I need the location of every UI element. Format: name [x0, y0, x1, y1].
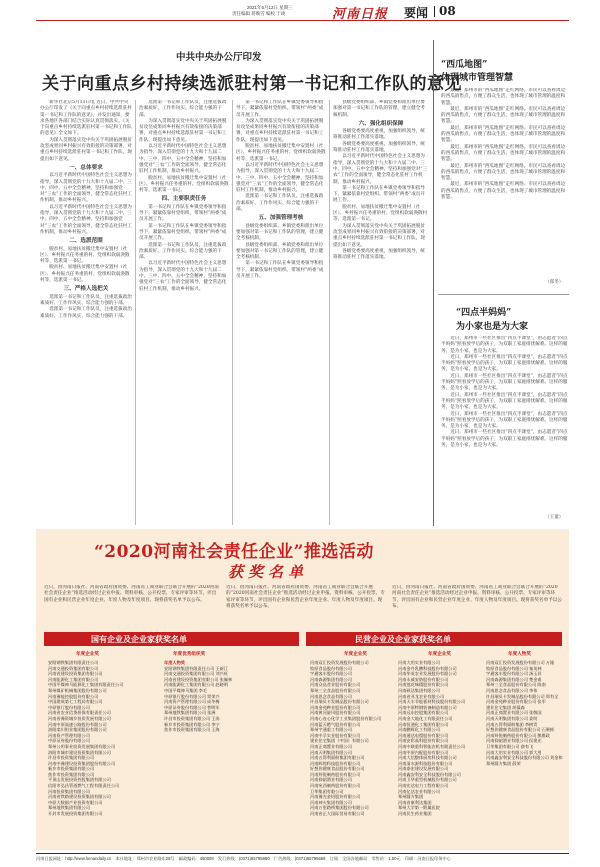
- private-company-item: 河南卫华重型机械股份有限公司: [398, 777, 457, 783]
- private-company-item: 河南宛西制药股份有限公司: [310, 783, 361, 789]
- masthead-date: 2021年5月12日 星期三: [247, 5, 293, 10]
- article-para: 为深入贯彻落实党中央关于巩固拓展脱贫攻坚成果同乡村振兴有效衔接的决策部署，对重点乡村持续选派驻村第一书记和工作队，现提出如下意见。: [236, 118, 324, 143]
- masthead-rule: [36, 20, 569, 21]
- article-para: 县级党委组织部、乡镇党委和派出单位要加强对第一书记和工作队的管理，建立健全考核机制。: [236, 242, 324, 261]
- column-divider: [135, 100, 136, 525]
- state-company-item: 河南豫能控股股份有限公司: [48, 693, 99, 699]
- article-para: 为深入贯彻落实党中央关于巩固拓展脱贫攻坚成果同乡村振兴有效衔接的决策部署，对重点乡村持续选派驻村第一书记和工作队，现提出如下意见。: [333, 223, 425, 248]
- sidebar-subtitle-2: 为小家也是为大家: [456, 322, 529, 332]
- private-person-item: 河南大用实业有限公司 郭大用: [486, 749, 542, 755]
- private-company-item: 河南森源集团有限公司: [310, 676, 352, 682]
- state-company-item: 洛阳栾川钼业集团股份有限公司: [48, 727, 107, 733]
- footer-text: 河南日报网址：http://www.henandaily.cn 本社地址：郑州市农业路东28号 邮政编码：450008 发行热线：(0371)65795950 广告热线：(0371)65796666 订阅：全国各地邮局 零售价：1.50元 印刷：河南日报印务中心: [36, 856, 451, 861]
- sidebar-para: 近日，郑州市一些社区推出“四点半课堂”，由志愿者“四点半妈妈”照看放学后的孩子，为双职工家庭排忧解难。这样的服务，是为小家，也是为大家。: [441, 430, 568, 449]
- sidebar-para: 最近，郑州市的“西瓜地图”走红网络。市民可以查看周边的西瓜销售点，方便了群众生活，也体现了城市管理的温度和智慧。: [441, 88, 566, 106]
- state-person-item: 河南能源化工集团有限公司 赵晓明: [164, 682, 228, 688]
- sidebar-body-1: [441, 88, 569, 274]
- section-title: 要闻: [404, 6, 429, 20]
- banner-intro-2: 近日，由河南日报社、河南省政府国资委、河南省工商业联合会联合开展的“2020河南社会责任企业”推选活动经过企业申报、资料审核、公开投票、专家评审等环节，评出国有企业和民营企业年度企业、年度人物及年度项目。现将获奖名单予以公布。: [226, 585, 385, 609]
- sidebar-byline-2: （王童）: [545, 515, 564, 520]
- private-company-item: 河南五得利面粉集团有限公司: [310, 755, 365, 761]
- page-number: 08: [439, 4, 456, 18]
- article-para: 为深入贯彻落实党中央关于巩固拓展脱贫攻坚成果同乡村振兴有效衔接的决策部署，对重点乡村持续选派驻村第一书记和工作队，现提出如下意见。: [139, 118, 227, 143]
- column-divider: [232, 100, 233, 525]
- sidebar-rule: [438, 294, 569, 295]
- private-company-item: 河南众品食业股份有限公司: [310, 682, 361, 688]
- section-heading: 一、总体要求: [69, 164, 103, 171]
- article-para: 选派第一书记和工作队员，注重选拔政治素质好、工作作风实、综合能力强的干部。: [139, 100, 227, 118]
- state-company-item: 河南省铁路建设投资集团有限公司: [48, 794, 111, 800]
- private-company-item: 卫华集团有限公司: [310, 788, 344, 794]
- private-company-item: 河南黄河旋风股份有限公司: [310, 710, 361, 716]
- section-heading: 四、主要职责任务: [161, 196, 207, 203]
- article-para: 以习近平新时代中国特色社会主义思想为指导，深入贯彻党的十九大和十九届二中、三中、四中、五中全会精神，坚持和加强党对“三农”工作的全面领导，健全常态化驻村工作机制，推动乡村振兴。: [333, 154, 428, 185]
- article-column-3: [236, 100, 326, 525]
- state-company-item: 中原银行股份有限公司: [48, 704, 90, 710]
- private-company-item: 河南鹏辉化工有限公司: [398, 727, 440, 733]
- article-para: 脱贫村、易地扶贫搬迁集中安置村（社区）、乡村振兴任务重的村、党组织软弱涣散村等，选派第一书记。: [236, 144, 326, 162]
- state-person-item: 河南交通投资集团有限公司 刘兴旺: [164, 671, 228, 677]
- private-company-item: 河南大信整体厨房科技有限公司: [398, 755, 457, 761]
- state-company-item: 平顶山发展投资控股集团有限公司: [48, 777, 111, 783]
- article-para: 以习近平新时代中国特色社会主义思想为指导，深入贯彻党的十九大和十九届二中、三中、四中、五中全会精神，坚持和加强党对“三农”工作的全面领导，健全常态化驻村工作机制，推动乡村振兴。: [40, 204, 132, 235]
- state-people-list: [164, 660, 298, 846]
- article-para: 各级党委要高度重视，加强组织领导，统筹推动驻村工作落实落地。: [333, 141, 425, 154]
- article-para: 第一书记和工作队在乡镇党委领导和指导下，紧紧依靠村党组织、带领村“两委”成员开展工作。: [139, 223, 227, 242]
- article-para: 以习近平新时代中国特色社会主义思想为指导，深入贯彻党的十九大和十九届二中、三中、四中、五中全会精神，坚持和加强党对“三农”工作的全面领导，健全常态化驻村工作机制，推动乡村振兴。: [139, 261, 227, 292]
- private-company-item: 河南安彩高科股份有限公司: [398, 738, 449, 744]
- article-para: 脱贫村、易地扶贫搬迁集中安置村（社区）、乡村振兴任务重的村、党组织软弱涣散村等，选派第一书记。: [139, 175, 229, 194]
- private-company-item: 郑州三全食品股份有限公司: [310, 687, 361, 693]
- article-para: 第一书记和工作队在乡镇党委领导和指导下，紧紧依靠村党组织、带领村“两委”成员开展工作。: [236, 261, 324, 280]
- private-company-item: 河南清水源科技股份有限公司: [398, 760, 453, 766]
- private-company-item: 河南万里路桥集团股份有限公司: [310, 805, 369, 811]
- state-company-item: 信阳市弘昌管道燃气工程有限责任公司: [48, 783, 120, 789]
- private-person-item: 河南金苑种业股份有限公司 张军: [486, 699, 546, 705]
- state-company-item: 河南中豫建设投资集团股份有限公司: [48, 760, 116, 766]
- private-company-item: 河南宏达电力工程有限公司: [398, 783, 449, 789]
- banner-subtitle: 获奖名单: [228, 563, 309, 581]
- article-para: 脱贫村、易地扶贫搬迁集中安置村（社区）、乡村振兴任务重的村、党组织软弱涣散村等，选派第一书记。: [333, 204, 428, 223]
- private-company-item: 河南中原特钢装备制造有限公司: [398, 704, 457, 710]
- article-para: 第一书记和工作队在乡镇党委领导和指导下，紧紧依靠村党组织、带领村“两委”成员开展工作。: [139, 204, 227, 223]
- private-company-item: 河南硕达集团有限公司: [398, 687, 440, 693]
- sidebar-para: 最近，郑州市的“西瓜地图”走红网络。市民可以查看周边的西瓜销售点，方便了群众生活，也体现了城市管理的温度和智慧。: [441, 163, 566, 182]
- sidebar-para: 最近，郑州市的“西瓜地图”走红网络。市民可以查看周边的西瓜销售点，方便了群众生活，也体现了城市管理的温度和智慧。: [441, 144, 566, 163]
- private-heading: 民营企业及企业家获奖名单: [355, 634, 451, 644]
- private-company-item: 宇通客车股份有限公司: [310, 671, 352, 677]
- private-person-item: 郑州圆方集团 薛荣: [486, 760, 521, 766]
- article-para: 以习近平新时代中国特色社会主义思想为指导，深入贯彻党的十九大和十九届二中、三中、四中、五中全会精神，坚持和加强党对“三农”工作的全面领导，健全常态化驻村工作机制，推动乡村振兴。: [236, 162, 324, 194]
- private-company-item: 河南天丰节能板材科技股份有限公司: [398, 699, 466, 705]
- state-heading: 国有企业及企业家获奖名单: [91, 634, 187, 644]
- private-company-item: 河南泰宏建设发展有限公司: [398, 766, 449, 772]
- sidebar-para: 最近，郑州市的“西瓜地图”走红网络。市民可以查看周边的西瓜销售点，方便了群众生活，也体现了城市管理的温度和智慧。: [441, 106, 566, 125]
- article-para: 第一书记和工作队在乡镇党委领导和指导下，紧紧依靠村党组织、带领村“两委”成员开展工作。: [236, 100, 324, 118]
- private-company-item: 河南中孚实业股份有限公司: [310, 732, 361, 738]
- col-header-private-people: 年度人物奖: [508, 651, 531, 656]
- private-person-item: 河南天明集团有限公司 姜明: [486, 715, 538, 721]
- article-kicker: 中共中央办公厅印发: [176, 52, 262, 63]
- private-company-item: 河南思念食品有限公司: [310, 693, 352, 699]
- article-para: 以习近平新时代中国特色社会主义思想为指导，深入贯彻党的十九大和十九届二中、三中、四中、五中全会精神，坚持和加强党对“三农”工作的全面领导，健全常态化驻村工作机制，推动乡村振兴。: [40, 173, 132, 204]
- state-person-item: 中国平煤神马集团 李毛: [164, 687, 208, 693]
- article-para: 选派第一书记和工作队员，注重选拔政治素质好、工作作风实、综合能力强的干部。: [40, 307, 132, 319]
- state-company-item: 洛阳市城市建设投资集团有限公司: [48, 749, 111, 755]
- private-person-item: 河南双汇投资发展股份有限公司 万隆: [486, 660, 555, 665]
- state-companies-list: [48, 660, 158, 846]
- private-company-item: 河南民生药业集团: [398, 811, 432, 817]
- state-person-item: 河南省建设投资集团有限公司 张佩林: [164, 676, 233, 682]
- private-company-item: 河南双汇投资发展股份有限公司: [310, 660, 369, 665]
- state-company-item: 河南省豫资城乡投资发展有限公司: [48, 715, 111, 721]
- private-company-item: 河南省康利达集团: [398, 799, 432, 805]
- section-heading: 六、强化组织保障: [358, 120, 404, 127]
- article-title: 关于向重点乡村持续选派驻村第一书记和工作队的意见: [42, 74, 462, 94]
- private-company-item: 河南仰韶酒业有限公司: [310, 777, 352, 783]
- article-para: 第一书记和工作队在乡镇党委领导和指导下，紧紧依靠村党组织、带领村“两委”成员开展工作。: [333, 185, 425, 204]
- private-companies-list-1: [310, 660, 394, 846]
- sidebar-body-2: [441, 336, 569, 512]
- sidebar-para: 近日，郑州市一些社区推出“四点半课堂”，由志愿者“四点半妈妈”照看放学后的孩子，为双职工家庭排忧解难。这样的服务，是为小家，也是为大家。: [441, 336, 568, 354]
- footer-rule: [36, 853, 569, 854]
- state-person-item: 安阳钢铁集团有限责任公司 王新江: [164, 665, 228, 671]
- sidebar-para: 近日，郑州市一些社区推出“四点半课堂”，由志愿者“四点半妈妈”照看放学后的孩子，为双职工家庭排忧解难。这样的服务，是为小家，也是为大家。: [441, 411, 568, 430]
- sidebar-divider: [433, 40, 434, 526]
- state-person-item: 郑州地铁集团有限公司 张洲: [164, 710, 216, 716]
- state-company-item: 河南资产管理有限公司: [48, 732, 90, 738]
- private-person-item: 河南鑫安利安全科技股份有限公司 刘金和: [486, 755, 563, 761]
- sidebar-para: 近日，郑州市一些社区推出“四点半课堂”，由志愿者“四点半妈妈”照看放学后的孩子，为双职工家庭排忧解难。这样的服务，是为小家，也是为大家。: [441, 373, 568, 392]
- private-companies-list-2: [398, 660, 482, 846]
- private-person-item: 卫华集团有限公司 俞有飞: [486, 743, 534, 749]
- private-company-item: 河南羚锐制药股份有限公司: [310, 771, 361, 777]
- state-company-item: 河南省建设投资集团有限公司: [48, 671, 103, 677]
- banner-intro-1: 近日，由河南日报社、河南省政府国资委、河南省工商业联合会联合开展的“2020河南社会责任企业”推选活动经过企业申报、资料审核、公开投票、专家评审等环节，评出国有企业和民营企业年度企业、年度人物及年度项目。现将获奖名单予以公布。: [44, 585, 219, 603]
- private-person-item: 河南仰韶酒业有限公司 侯建光: [486, 738, 542, 744]
- private-company-item: 河南中联重科智能农机有限责任公司: [398, 743, 466, 749]
- private-company-item: 河南永威安防股份有限公司: [398, 676, 449, 682]
- private-company-item: 好想你健康食品股份有限公司: [310, 766, 365, 772]
- private-company-item: 河南鑫安利安全科技股份有限公司: [398, 771, 461, 777]
- private-company-item: 河南省亚龙农业有限公司: [398, 693, 445, 699]
- private-company-item: 河南金丹乳酸科技股份有限公司: [398, 665, 457, 671]
- sidebar-title-1: “西瓜地图”: [441, 60, 488, 70]
- col-header-state-org: 年度优秀组织奖: [173, 651, 206, 656]
- article-para: 以习近平新时代中国特色社会主义思想为指导，深入贯彻党的十九大和十九届二中、三中、四中、五中全会精神，坚持和加强党对“三农”工作的全面领导，健全常态化驻村工作机制，推动乡村振兴。: [139, 144, 227, 175]
- section-divider: [434, 6, 435, 17]
- article-para: 县级党委组织部、乡镇党委和派出单位要加强对第一书记和工作队的管理，建立健全考核机制。: [333, 100, 425, 118]
- state-company-item: 许昌市投资集团有限公司: [48, 755, 95, 761]
- state-company-item: 河南中原高速公路股份有限公司: [48, 721, 107, 727]
- private-company-item: 河南金苑种业股份有限公司: [310, 704, 361, 710]
- private-company-item: 河南金大地化工有限责任公司: [398, 715, 453, 721]
- state-person-item: 焦作市投资集团有限公司 王海: [164, 727, 220, 733]
- state-company-item: 郑州地铁集团有限公司: [48, 805, 90, 811]
- state-company-item: 焦作市投资集团有限公司: [48, 771, 95, 777]
- article-para: 县级党委组织部、乡镇党委和派出单位要加强对第一书记和工作队的管理，建立健全考核机制。: [236, 223, 324, 242]
- private-company-item: 河南亿达农业有限公司: [398, 788, 440, 794]
- sidebar-para: 最近，郑州市的“西瓜地图”走红网络。市民可以查看周边的西瓜销售点，方便了群众生活，也体现了城市管理的温度和智慧。: [441, 125, 566, 144]
- article-column-1: [40, 100, 132, 525]
- private-person-item: 河南森源集团有限公司 楚金甫: [486, 676, 542, 682]
- col-header-private-2: 年度企业奖: [428, 651, 451, 656]
- sidebar-title-2: “四点半妈妈”: [456, 308, 512, 318]
- state-person-item: 中原证券股份有限公司 菅明军: [164, 704, 220, 710]
- state-company-item: 中原证券股份有限公司: [48, 738, 90, 744]
- private-company-item: 河南天明集团有限公司: [310, 749, 352, 755]
- state-people-heading: 年度人物奖: [164, 660, 185, 665]
- private-company-item: 建业住宅集团（中国）有限公司: [310, 738, 369, 744]
- state-company-item: 中国建筑第七工程局有限公司: [48, 699, 103, 705]
- state-person-item: 许昌市投资集团有限公司 王涛: [164, 715, 220, 721]
- state-person-item: 中原银行股份有限公司 窦荣兴: [164, 693, 220, 699]
- article-lead: 新华社北京5月11日电 近日，中共中央办公厅印发了《关于向重点乡村持续选派驻村第一书记和工作队的意见》，并发出通知，要求各地区各部门结合实际认真贯彻落实。《关于向重点乡村持续选派驻村第一书记和工作队的意见》全文如下。: [40, 100, 132, 137]
- private-company-item: 河南省正大国际贸易有限公司: [310, 811, 365, 817]
- article-para: 各级党委要高度重视，加强组织领导，统筹推动驻村工作落实落地。: [333, 129, 425, 141]
- private-company-item: 河南通达电缆股份有限公司: [398, 732, 449, 738]
- private-company-item: 河南辉煌科技股份有限公司: [310, 760, 361, 766]
- private-person-item: 牧原食品股份有限公司 秦英林: [486, 665, 542, 671]
- column-divider: [329, 100, 330, 525]
- private-person-item: 宇通客车股份有限公司 汤玉祥: [486, 671, 542, 677]
- newspaper-logo: 河南日报: [332, 7, 389, 22]
- private-company-item: 河南中原内配股份有限公司: [398, 749, 449, 755]
- article-para: 为深入贯彻落实党中央关于巩固拓展脱贫攻坚成果同乡村振兴有效衔接的决策部署，对重点乡村持续选派驻村第一书记和工作队，现提出如下意见。: [40, 137, 132, 162]
- article-para: 各级党委要高度重视，加强组织领导，统筹推动驻村工作落实落地。: [333, 248, 425, 261]
- private-company-item: 河南远东控股集团有限公司: [398, 710, 449, 716]
- article-column-4: [333, 100, 429, 525]
- state-company-item: 安阳钢铁集团有限责任公司: [48, 660, 99, 665]
- private-company-item: 河南莲花味精股份有限公司: [398, 682, 449, 688]
- article-para: 选派第一书记和工作队员，注重选拔政治素质好、工作作风实、综合能力强的干部。: [139, 242, 227, 261]
- state-company-item: 河南省农业信贷担保有限责任公司: [48, 710, 111, 716]
- section-heading: 五、加强管理考核: [258, 215, 304, 222]
- banner-title: “2020河南社会责任企业”推选活动: [94, 542, 374, 562]
- masthead-editors: 责任编辑 蒋映雪 编校 于竣: [232, 11, 286, 16]
- state-company-item: 中国平煤神马能源化工集团有限责任公司: [48, 682, 124, 688]
- private-company-item: 河南心连心化学工业集团股份有限公司: [310, 715, 382, 721]
- state-person-item: 新乡市投资集团有限公司 李宁: [164, 721, 220, 727]
- private-company-item: 牧原食品股份有限公司: [310, 665, 352, 671]
- private-person-item: 好想你健康食品股份有限公司 石聚彬: [486, 727, 555, 733]
- private-person-item: 许昌瑞贝卡发制品股份有限公司 郑有全: [486, 693, 559, 699]
- state-company-item: 郑州公用事业投资发展集团有限公司: [48, 743, 116, 749]
- sidebar-para: 近日，郑州市一些社区推出“四点半课堂”，由志愿者“四点半妈妈”照看放学后的孩子，为双职工家庭排忧解难。这样的服务，是为小家，也是为大家。: [441, 392, 568, 411]
- private-company-item: 河南神火集团有限公司: [310, 799, 352, 805]
- state-company-item: 中原大数据产业投资有限公司: [48, 799, 103, 805]
- state-company-item: 新乡市投资集团有限公司: [48, 766, 95, 772]
- section-heading: 三、严格人选把关: [63, 286, 109, 293]
- sidebar-para: 最近，郑州市的“西瓜地图”走红网络。市民可以查看周边的西瓜销售点，方便了群众生活，也体现了城市管理的温度和智慧。: [441, 182, 566, 201]
- private-person-item: 河南思念食品有限公司 李伟: [486, 687, 538, 693]
- col-header-private-1: 年度企业奖: [344, 651, 367, 656]
- private-person-item: 建业住宅集团 胡葆森: [486, 704, 525, 710]
- state-company-item: 郑州煤矿机械集团股份有限公司: [48, 687, 107, 693]
- state-company-item: 河南交通投资集团有限公司: [48, 665, 99, 671]
- col-header-state-companies: 年度企业奖: [76, 651, 99, 656]
- private-company-item: 河南恒通化工集团有限公司: [398, 721, 449, 727]
- state-person-item: 河南资产管理有限公司 成冬梅: [164, 699, 220, 705]
- article-para: 选派第一书记和工作队员，注重选拔政治素质好、工作作风实、综合能力强的干部。: [40, 294, 132, 306]
- article-para: 脱贫村、易地扶贫搬迁集中安置村（社区）、乡村振兴任务重的村、党组织软弱涣散村等，选派第一书记。: [40, 265, 130, 284]
- sidebar-subtitle-1: 体现城市管理智慧: [441, 73, 514, 83]
- article-para: 脱贫村、易地扶贫搬迁集中安置村（社区）、乡村振兴任务重的村、党组织软弱涣散村等，选派第一书记。: [40, 246, 130, 265]
- private-company-item: 郑州圆方集团: [398, 794, 424, 800]
- private-person-item: 河南五得利面粉集团 李树青: [486, 721, 538, 727]
- sidebar-byline-1: （郑冬）: [545, 280, 564, 285]
- private-company-item: 河南蓝天燃气股份有限公司: [310, 721, 361, 727]
- banner-intro-3: 近日，由河南日报社、河南省政府国资委、河南省工商业联合会联合开展的“2020河南社会责任企业”推选活动经过企业申报、资料审核、公开投票、专家评审等环节，评出国有企业和民营企业年度企业、年度人物及年度项目。现将获奖名单予以公布。: [392, 585, 562, 609]
- state-company-item: 开封市发展投资集团有限公司: [48, 811, 103, 817]
- private-company-item: 河南豫光金铅股份有限公司: [310, 794, 361, 800]
- state-company-item: 河南投资集团有限公司: [48, 788, 90, 794]
- article-column-2: [139, 100, 229, 525]
- private-company-item: 河南正商置业有限公司: [310, 743, 352, 749]
- state-company-item: 河南能源化工集团有限公司: [48, 676, 99, 682]
- private-people-list: [486, 660, 564, 846]
- private-company-item: 许昌瑞贝卡发制品股份有限公司: [310, 699, 369, 705]
- private-company-item: 郑州大学第一附属医院: [398, 805, 440, 811]
- sidebar-para: 近日，郑州市一些社区推出“四点半课堂”，由志愿者“四点半妈妈”照看放学后的孩子，为双职工家庭排忧解难。这样的服务，是为小家，也是为大家。: [441, 354, 568, 373]
- article-para: 选派第一书记和工作队员，注重选拔政治素质好、工作作风实、综合能力强的干部。: [236, 194, 324, 213]
- private-company-item: 河南华英农业发展股份有限公司: [398, 671, 457, 677]
- private-person-item: 河南正商置业有限公司 张敬国: [486, 710, 542, 716]
- private-company-item: 河南大用实业有限公司: [398, 660, 440, 665]
- private-company-item: 郑州宇通重工有限公司: [310, 727, 352, 733]
- section-heading: 二、选派范围: [69, 238, 103, 245]
- private-person-item: 河南羚锐制药股份有限公司 熊维政: [486, 732, 550, 738]
- private-person-item: 郑州三全食品股份有限公司 陈南: [486, 682, 546, 688]
